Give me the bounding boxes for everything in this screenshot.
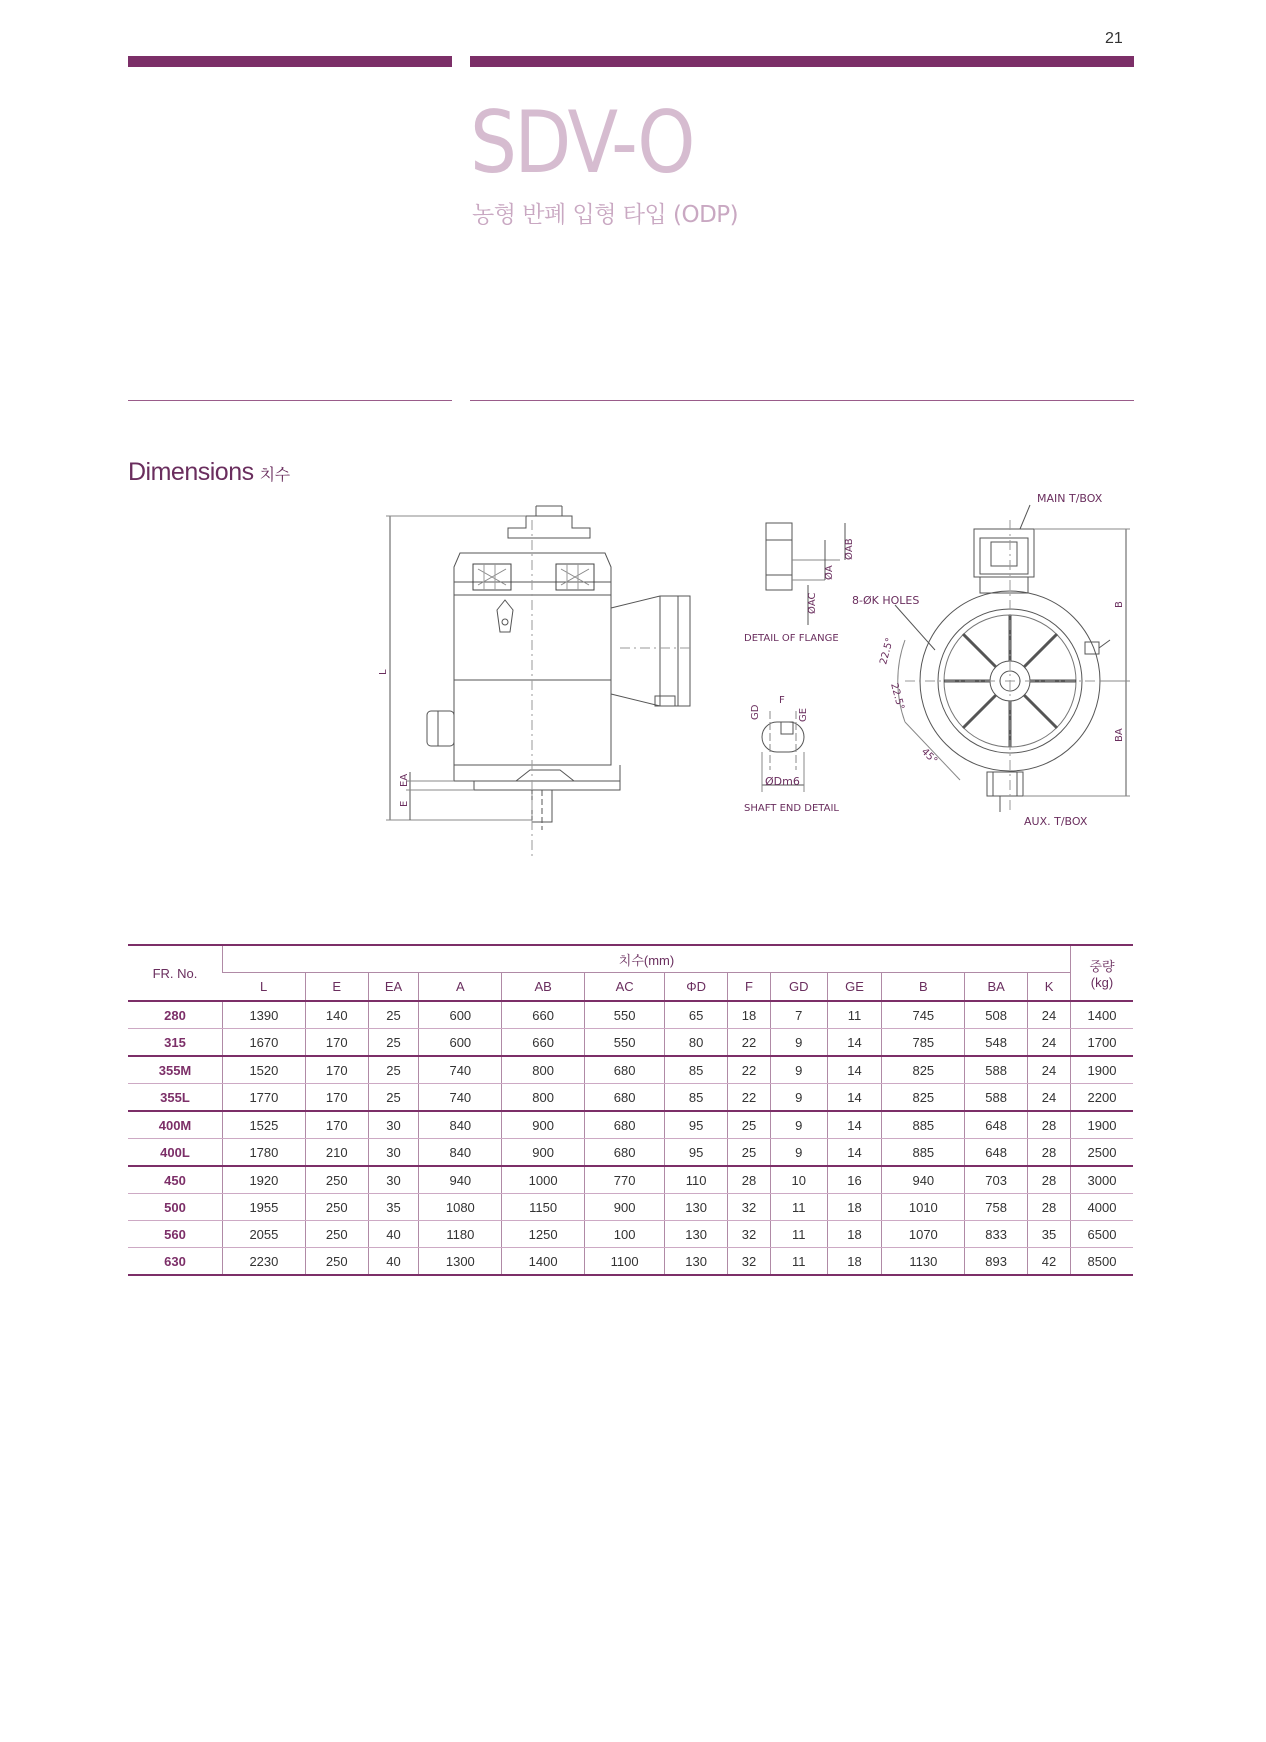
- section-heading-ko: 치수: [259, 467, 290, 484]
- fr-no-header: FR. No.: [128, 945, 223, 1001]
- table-row: [128, 1056, 1133, 1084]
- label-phi-ac: ØAC: [807, 592, 818, 614]
- table-cell: 24: [1028, 1001, 1071, 1029]
- table-row: [128, 1084, 1133, 1112]
- column-header: B: [882, 973, 965, 1002]
- table-cell: 900: [502, 1111, 585, 1139]
- dimension-drawing: [0, 0, 1266, 860]
- label-gd: GD: [750, 704, 761, 720]
- table-cell: 800: [502, 1084, 585, 1112]
- table-cell: 550: [585, 1001, 665, 1029]
- fr-no-cell: 630: [164, 1253, 186, 1269]
- table-cell: 95: [665, 1139, 728, 1167]
- table-cell: 28: [1028, 1166, 1071, 1194]
- table-cell: 740: [419, 1084, 502, 1112]
- table-cell: 2200: [1071, 1084, 1134, 1112]
- column-header: AB: [502, 973, 585, 1002]
- table-cell: 588: [965, 1084, 1028, 1112]
- table-cell: 648: [965, 1111, 1028, 1139]
- table-cell: 785: [882, 1029, 965, 1057]
- table-cell: 32: [728, 1248, 771, 1276]
- table-cell: 680: [585, 1139, 665, 1167]
- fr-no-cell: 400M: [128, 1111, 223, 1139]
- table-cell: 660: [502, 1029, 585, 1057]
- fr-no-cell: 560: [128, 1221, 223, 1248]
- table-cell: 1670: [223, 1029, 306, 1057]
- fr-no-cell: 500: [128, 1194, 223, 1221]
- table-cell: 14: [827, 1029, 882, 1057]
- motor-side-view: [386, 506, 690, 860]
- table-cell: 85: [665, 1084, 728, 1112]
- label-holes: 8-ØK HOLES: [852, 594, 920, 607]
- dimensions-table: [128, 944, 1133, 1276]
- dims-header: 치수(mm): [223, 945, 1071, 973]
- table-cell: 6500: [1071, 1221, 1134, 1248]
- table-cell: 18: [728, 1001, 771, 1029]
- table-cell: 900: [502, 1139, 585, 1167]
- table-cell: 24: [1028, 1029, 1071, 1057]
- table-cell: 95: [665, 1111, 728, 1139]
- column-header: GE: [827, 973, 882, 1002]
- table-cell: 1700: [1071, 1029, 1134, 1057]
- label-angle-3: 45°: [918, 746, 940, 767]
- table-cell: 85: [665, 1056, 728, 1084]
- table-cell: 745: [882, 1001, 965, 1029]
- table-cell: 1070: [882, 1221, 965, 1248]
- table-cell: 1920: [223, 1166, 306, 1194]
- label-angle-1: 22.5°: [878, 636, 896, 666]
- table-cell: 3000: [1071, 1166, 1134, 1194]
- fr-no-cell: 355M: [128, 1056, 223, 1084]
- table-cell: 16: [827, 1166, 882, 1194]
- table-cell: 2230: [223, 1248, 306, 1276]
- table-cell: 11: [770, 1194, 827, 1221]
- table-cell: 1780: [223, 1139, 306, 1167]
- table-cell: 250: [305, 1166, 368, 1194]
- table-cell: 1130: [882, 1248, 965, 1276]
- table-cell: 1100: [585, 1248, 665, 1276]
- label-main-tbox: MAIN T/BOX: [1037, 492, 1103, 505]
- table-cell: 1250: [502, 1221, 585, 1248]
- table-cell: 14: [827, 1111, 882, 1139]
- fr-no-cell: 280: [128, 1001, 223, 1029]
- table-cell: 11: [770, 1221, 827, 1248]
- table-cell: 825: [882, 1056, 965, 1084]
- column-header: L: [223, 973, 306, 1002]
- table-row: [128, 1029, 1133, 1057]
- page-number: 21: [1105, 30, 1123, 47]
- column-header: ΦD: [665, 973, 728, 1002]
- table-cell: 250: [305, 1194, 368, 1221]
- column-header: GD: [770, 973, 827, 1002]
- table-cell: 210: [305, 1139, 368, 1167]
- label-ge: GE: [798, 707, 809, 722]
- table-cell: 9: [770, 1139, 827, 1167]
- table-cell: 1400: [502, 1248, 585, 1276]
- table-cell: 130: [665, 1194, 728, 1221]
- table-cell: 18: [827, 1194, 882, 1221]
- table-cell: 703: [965, 1166, 1028, 1194]
- table-cell: 24: [1028, 1056, 1071, 1084]
- section-heading-en: Dimensions: [128, 458, 254, 486]
- table-cell: 18: [827, 1248, 882, 1276]
- table-cell: 1010: [882, 1194, 965, 1221]
- table-cell: 8500: [1071, 1248, 1134, 1276]
- fr-no-cell: 355L: [128, 1084, 223, 1112]
- table-cell: 170: [305, 1029, 368, 1057]
- table-cell: 25: [368, 1029, 419, 1057]
- table-cell: 1150: [502, 1194, 585, 1221]
- table-cell: 893: [965, 1248, 1028, 1276]
- fr-no-cell: 450: [128, 1166, 223, 1194]
- table-cell: 80: [665, 1029, 728, 1057]
- table-cell: 9: [770, 1084, 827, 1112]
- table-cell: 28: [1028, 1139, 1071, 1167]
- column-header: F: [728, 973, 771, 1002]
- table-cell: 130: [665, 1248, 728, 1276]
- table-cell: 32: [728, 1194, 771, 1221]
- column-header: K: [1028, 973, 1071, 1002]
- label-f: F: [779, 695, 785, 706]
- table-cell: 840: [419, 1139, 502, 1167]
- column-header: BA: [965, 973, 1028, 1002]
- table-cell: 32: [728, 1221, 771, 1248]
- table-cell: 1080: [419, 1194, 502, 1221]
- table-cell: 40: [368, 1248, 419, 1276]
- table-cell: 1300: [419, 1248, 502, 1276]
- table-cell: 825: [882, 1084, 965, 1112]
- table-cell: 14: [827, 1084, 882, 1112]
- weight-header: [1071, 945, 1134, 1001]
- table-cell: 11: [827, 1001, 882, 1029]
- table-cell: 1955: [223, 1194, 306, 1221]
- table-cell: 1180: [419, 1221, 502, 1248]
- label-phi-dm6: ØDm6: [765, 775, 800, 788]
- fr-no-cell: 315: [128, 1029, 223, 1057]
- label-b: B: [1114, 601, 1125, 608]
- table-cell: 9: [770, 1029, 827, 1057]
- table-cell: 25: [368, 1056, 419, 1084]
- table-cell: 22: [728, 1029, 771, 1057]
- fr-no-cell: 400L: [128, 1139, 223, 1167]
- table-cell: 35: [1028, 1221, 1071, 1248]
- table-cell: 1520: [223, 1056, 306, 1084]
- table-cell: 28: [1028, 1194, 1071, 1221]
- label-EA: EA: [399, 773, 410, 787]
- table-cell: 2500: [1071, 1139, 1134, 1167]
- table-cell: 740: [419, 1056, 502, 1084]
- table-row: [128, 1221, 1133, 1248]
- table-cell: 22: [728, 1084, 771, 1112]
- table-cell: 588: [965, 1056, 1028, 1084]
- table-cell: 25: [728, 1139, 771, 1167]
- table-cell: 30: [368, 1111, 419, 1139]
- table-cell: 1900: [1071, 1056, 1134, 1084]
- table-cell: 14: [827, 1139, 882, 1167]
- table-cell: 660: [502, 1001, 585, 1029]
- table-cell: 600: [419, 1029, 502, 1057]
- table-cell: 22: [728, 1056, 771, 1084]
- table-cell: 65: [665, 1001, 728, 1029]
- table-cell: 1400: [1071, 1001, 1134, 1029]
- table-cell: 680: [585, 1084, 665, 1112]
- table-cell: 24: [1028, 1084, 1071, 1112]
- table-cell: 600: [419, 1001, 502, 1029]
- label-detail-flange: DETAIL OF FLANGE: [744, 633, 839, 644]
- table-row: [128, 1111, 1133, 1139]
- table-cell: 170: [305, 1111, 368, 1139]
- table-cell: 833: [965, 1221, 1028, 1248]
- page-title: SDV-O: [470, 93, 693, 193]
- table-row: [128, 1166, 1133, 1194]
- table-cell: 35: [368, 1194, 419, 1221]
- table-cell: 28: [1028, 1111, 1071, 1139]
- table-cell: 14: [827, 1056, 882, 1084]
- label-angle-2: 22.5°: [888, 681, 906, 712]
- table-cell: 940: [882, 1166, 965, 1194]
- table-cell: 110: [665, 1166, 728, 1194]
- table-cell: 28: [728, 1166, 771, 1194]
- table-cell: 18: [827, 1221, 882, 1248]
- table-cell: 10: [770, 1166, 827, 1194]
- table-cell: 250: [305, 1221, 368, 1248]
- table-cell: 140: [305, 1001, 368, 1029]
- table-cell: 25: [728, 1111, 771, 1139]
- table-cell: 885: [882, 1111, 965, 1139]
- table-cell: 548: [965, 1029, 1028, 1057]
- page-subtitle: 농형 반폐 입형 타입 (ODP): [472, 202, 739, 228]
- label-shaft-end-detail: SHAFT END DETAIL: [744, 803, 839, 814]
- table-cell: 25: [368, 1001, 419, 1029]
- table-cell: 170: [305, 1056, 368, 1084]
- label-aux-tbox: AUX. T/BOX: [1024, 815, 1088, 828]
- table-cell: 30: [368, 1166, 419, 1194]
- table-cell: 7: [770, 1001, 827, 1029]
- table-cell: 1770: [223, 1084, 306, 1112]
- table-row: [128, 1139, 1133, 1167]
- column-header: A: [419, 973, 502, 1002]
- table-cell: 680: [585, 1111, 665, 1139]
- table-cell: 1525: [223, 1111, 306, 1139]
- table-cell: 648: [965, 1139, 1028, 1167]
- table-row: [128, 1001, 1133, 1029]
- motor-plan-view: [895, 505, 1130, 812]
- table-cell: 2055: [223, 1221, 306, 1248]
- label-phi-a: ØA: [824, 565, 835, 580]
- table-row: [128, 1248, 1133, 1276]
- table-cell: 1000: [502, 1166, 585, 1194]
- table-cell: 840: [419, 1111, 502, 1139]
- table-cell: 130: [665, 1221, 728, 1248]
- table-cell: 42: [1028, 1248, 1071, 1276]
- table-cell: 9: [770, 1056, 827, 1084]
- label-E: E: [399, 800, 410, 807]
- table-cell: 800: [502, 1056, 585, 1084]
- table-cell: 100: [585, 1221, 665, 1248]
- label-L: L: [378, 669, 389, 675]
- label-phi-ab: ØAB: [844, 538, 855, 560]
- column-header: E: [305, 973, 368, 1002]
- table-cell: 25: [368, 1084, 419, 1112]
- table-cell: 30: [368, 1139, 419, 1167]
- table-cell: 9: [770, 1111, 827, 1139]
- table-cell: 508: [965, 1001, 1028, 1029]
- column-header: AC: [585, 973, 665, 1002]
- table-cell: 885: [882, 1139, 965, 1167]
- table-cell: 1390: [223, 1001, 306, 1029]
- table-cell: 550: [585, 1029, 665, 1057]
- column-header: EA: [368, 973, 419, 1002]
- table-cell: 940: [419, 1166, 502, 1194]
- table-cell: 680: [585, 1056, 665, 1084]
- weight-header-label: 중량: [1089, 959, 1115, 974]
- table-cell: 250: [305, 1248, 368, 1276]
- table-cell: 770: [585, 1166, 665, 1194]
- table-cell: 1900: [1071, 1111, 1134, 1139]
- table-cell: 11: [770, 1248, 827, 1276]
- table-cell: 40: [368, 1221, 419, 1248]
- label-ba: BA: [1114, 728, 1125, 742]
- table-cell: 170: [305, 1084, 368, 1112]
- table-cell: 758: [965, 1194, 1028, 1221]
- weight-header-unit: (kg): [1090, 975, 1114, 990]
- table-cell: 900: [585, 1194, 665, 1221]
- table-cell: 4000: [1071, 1194, 1134, 1221]
- table-row: [128, 1194, 1133, 1221]
